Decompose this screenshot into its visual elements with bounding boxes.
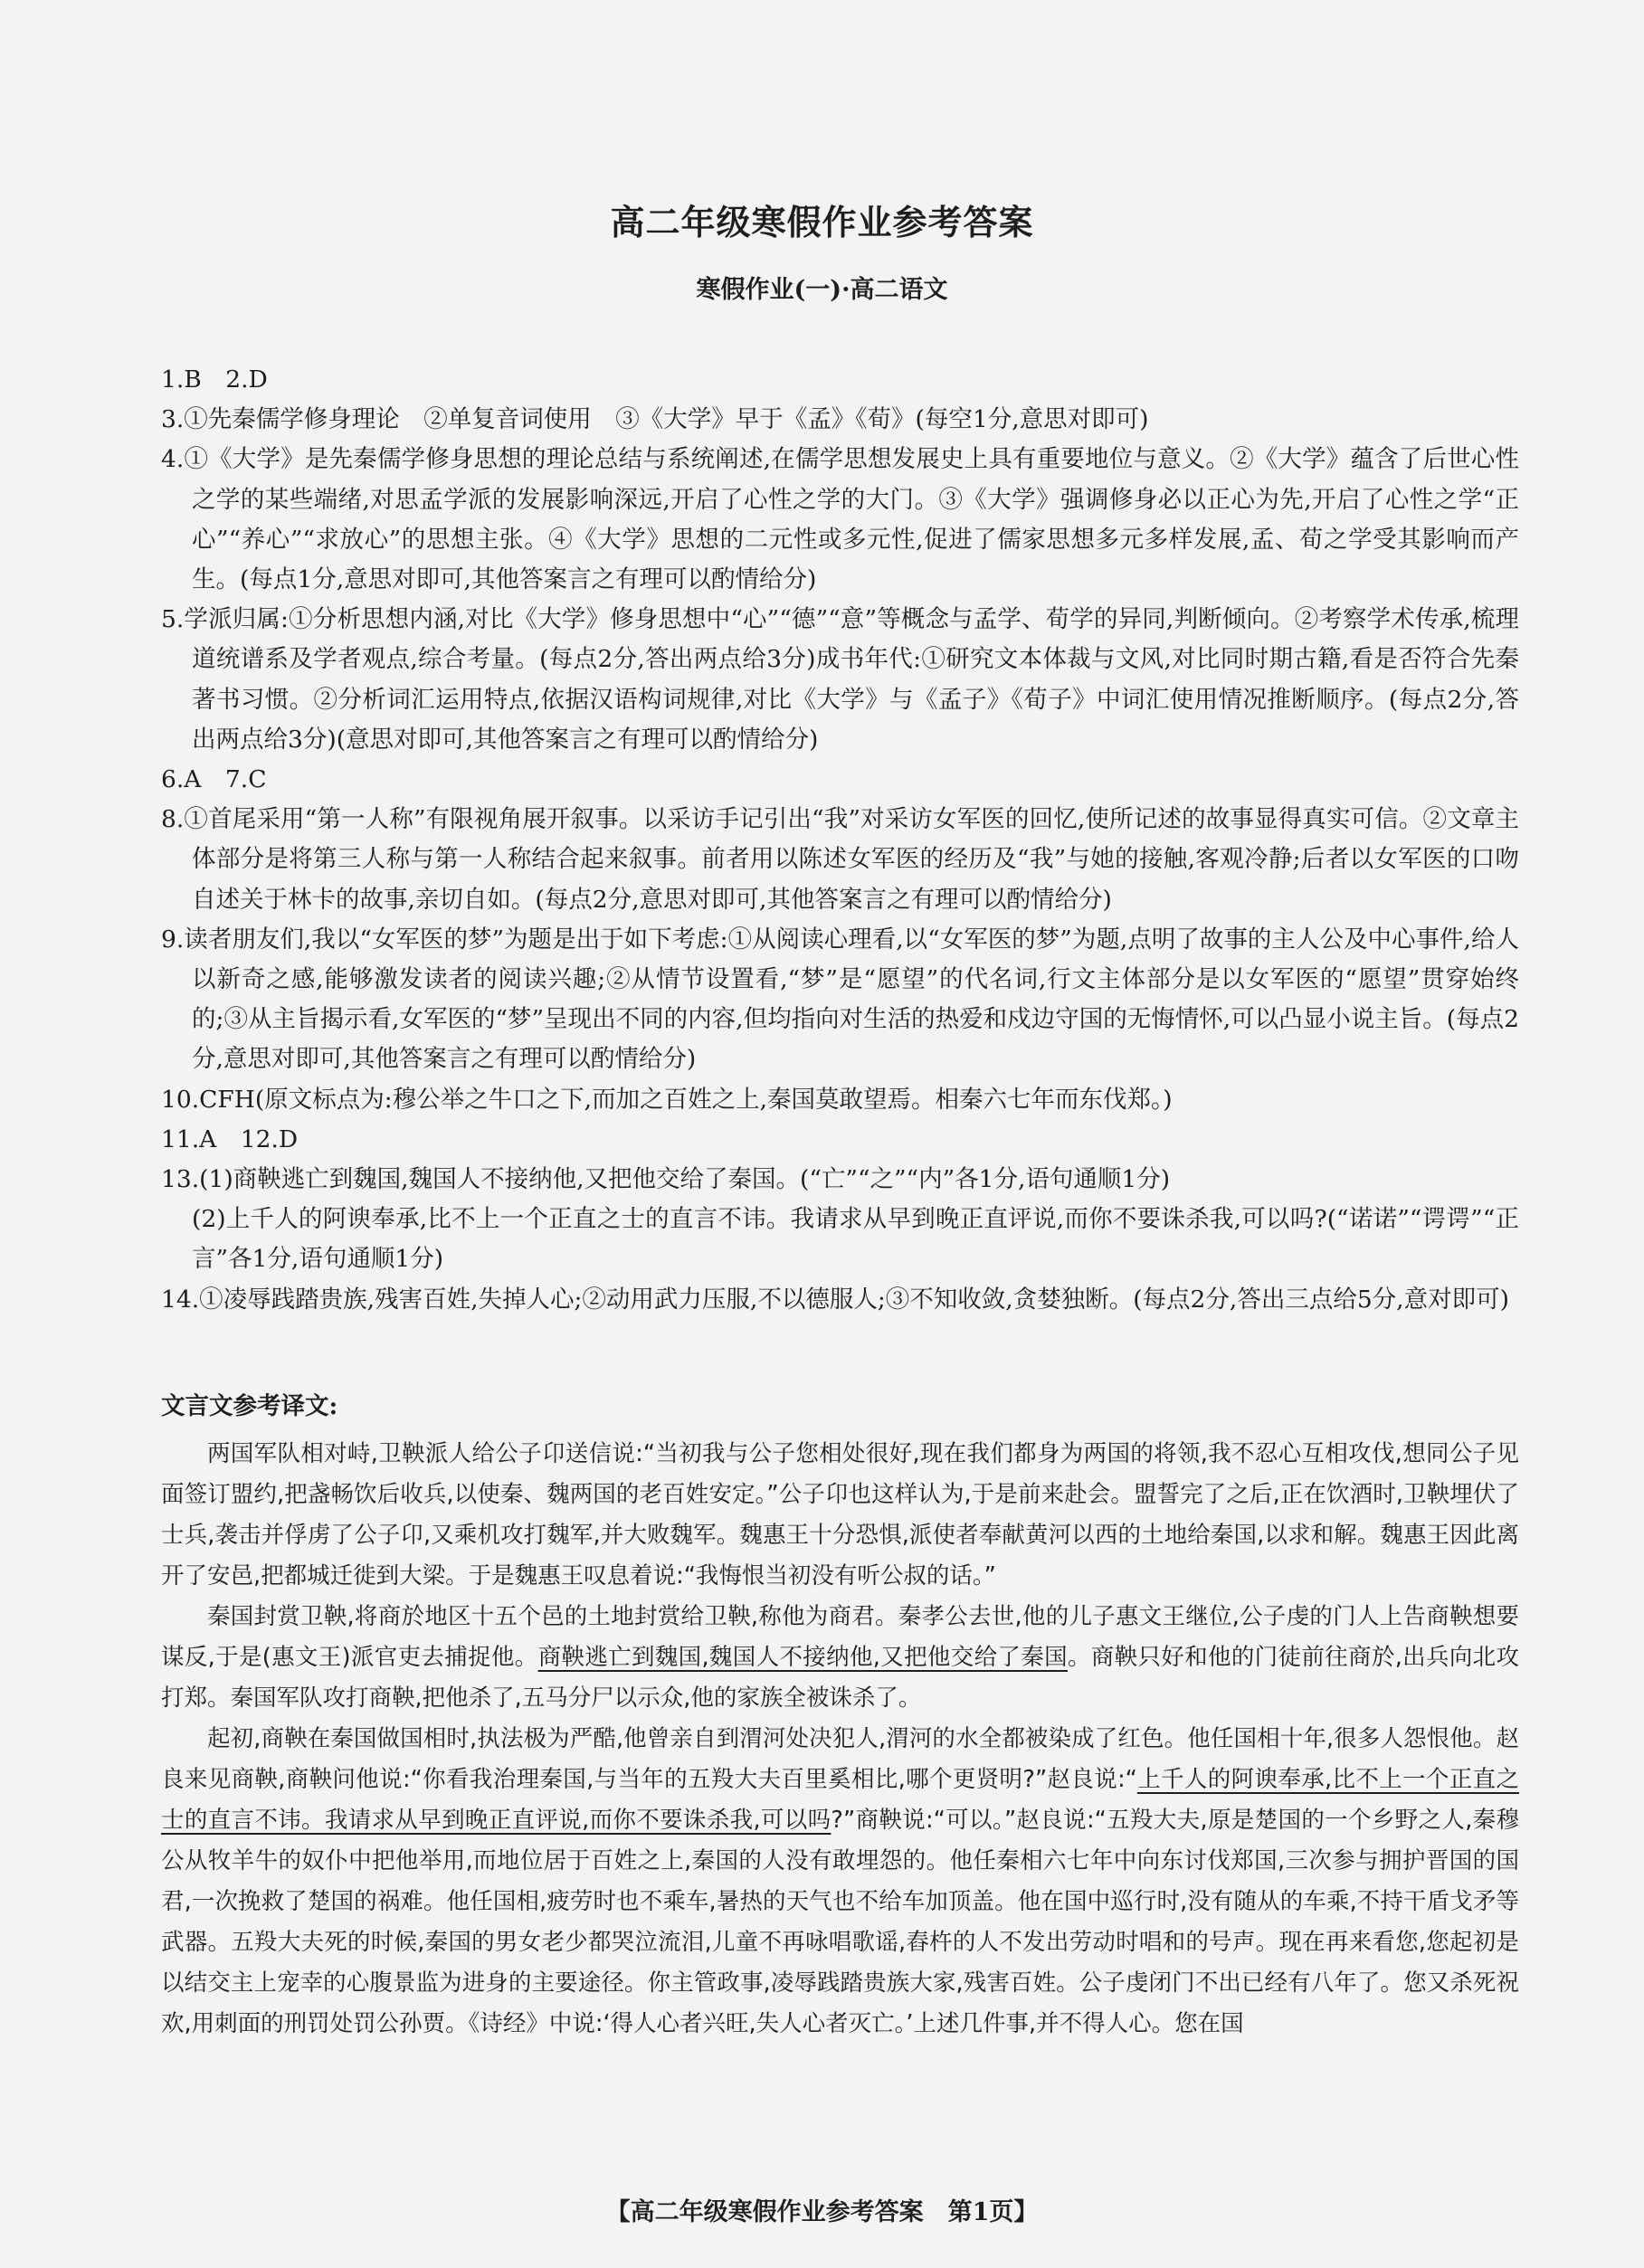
answer-item: 6.A 7.C <box>161 765 267 794</box>
translation-text: 起初,商鞅在秦国做国相时,执法极为严酷,他曾亲自到渭河处决犯人,渭河的水全都被染成了红色。他任国相十年,很多人怨恨他。赵良来见商鞅,商鞅问他说:“你看我治理秦国,与当年的五羖大夫百里奚相比,哪个更贤明?”赵良说:“ <box>161 1725 1519 1793</box>
answer-item: 10.CFH(原文标点为:穆公举之牛口之下,而加之百姓之上,秦国莫敢望焉。相秦六七年而东伐郑。) <box>161 1085 1173 1114</box>
translation-text: 秦国封赏卫鞅,将商於地区十五个邑的土地封赏给卫鞅,称他为商君。秦孝公去世,他的儿子惠文王继位,公子虔的门人上告商鞅想要谋反,于是(惠文王)派官吏去捕捉他。 <box>161 1603 1519 1671</box>
translation-paragraph-2 <box>161 1597 1519 1719</box>
answer-item: 13.(1)商鞅逃亡到魏国,魏国人不接纳他,又把他交给了秦国。(“亡”“之”“内”各1分,语句通顺1分) <box>161 1165 1171 1194</box>
translation-text: 。商鞅只好和他的门徒前往商於,出兵向北攻打郑。秦国军队攻打商鞅,把他杀了,五马分尸以示众,他的家族全被诛杀了。 <box>161 1644 1519 1712</box>
answer-item: 4.①《大学》是先秦儒学修身思想的理论总结与系统阐述,在儒学思想发展史上具有重要地位与意义。②《大学》蕴含了后世心性之学的某些端绪,对思孟学派的发展影响深远,开启了心性之学的大门。③《大学》强调修身必以正心为先,开启了心性之学“正心”“养心”“求放心”的思想主张。④《大学》思想的二元性或多元性,促进了儒家思想多元多样发展,孟、荀之学受其影响而产生。(每点1分,意思对即可,其他答案言之有理可以酌情给分) <box>161 445 1519 594</box>
translation-text: ?”商鞅说:“可以。”赵良说:“五羖大夫,原是楚国的一个乡野之人,秦穆公从牧羊牛的奴仆中把他举用,而地位居于百姓之上,秦国的人没有敢埋怨的。他任秦相六七年中向东讨伐郑国,三次参与拥护晋国的国君,一次挽救了楚国的祸难。他任国相,疲劳时也不乘车,暑热的天气也不给车加顶盖。他在国中巡行时,没有随从的车乘,不持干盾戈矛等武器。五羖大夫死的时候,秦国的男女老少都哭泣流泪,儿童不再咏唱歌谣,舂杵的人不发出劳动时唱和的号声。现在再来看您,您起初是以结交主上宠幸的心腹景监为进身的主要途径。你主管政事,凌辱践踏贵族大家,残害百姓。公子虔闭门不出已经有八年了。您又杀死祝欢,用刺面的刑罚处罚公孙贾。《诗经》中说:‘得人心者兴旺,失人心者灭亡。’上述几件事,并不得人心。您在国 <box>161 1807 1519 2037</box>
answer-item: 14.①凌辱践踏贵族,残害百姓,失掉人心;②动用武力压服,不以德服人;③不知收敛,贪婪独断。(每点2分,答出三点给5分,意对即可) <box>161 1285 1509 1314</box>
answer-item: 1.B 2.D <box>161 365 268 394</box>
answer-item: 11.A 12.D <box>161 1125 299 1153</box>
page-title: 高二年级寒假作业参考答案 <box>610 202 1034 242</box>
answer-item: 3.①先秦儒学修身理论 ②单复音词使用 ③《大学》早于《孟》《荀》(每空1分,意思对即可) <box>161 405 1149 434</box>
translation-heading: 文言文参考译文: <box>161 1392 338 1420</box>
translation-paragraph-3 <box>161 1719 1519 2045</box>
page-footer: 【高二年级寒假作业参考答案 第1页】 <box>605 2198 1039 2226</box>
answer-item: 9.读者朋友们,我以“女军医的梦”为题是出于如下考虑:①从阅读心理看,以“女军医的梦”为题,点明了故事的主人公及中心事件,给人以新奇之感,能够激发读者的阅读兴趣;②从情节设置看,“梦”是“愿望”的代名词,行文主体部分是以女军医的“愿望”贯穿始终的;③从主旨揭示看,女军医的“梦”呈现出不同的内容,但均指向对生活的热爱和戍边守国的无悔情怀,可以凸显小说主旨。(每点2分,意思对即可,其他答案言之有理可以酌情给分) <box>161 925 1519 1074</box>
underlined-sentence: 商鞅逃亡到魏国,魏国人不接纳他,又把他交给了秦国 <box>537 1644 1068 1671</box>
answer-item: 5.学派归属:①分析思想内涵,对比《大学》修身思想中“心”“德”“意”等概念与孟学、荀学的异同,判断倾向。②考察学术传承,梳理道统谱系及学者观点,综合考量。(每点2分,答出两点给3分)成书年代:①研究文本体裁与文风,对比同时期古籍,看是否符合先秦著书习惯。②分析词汇运用特点,依据汉语构词规律,对比《大学》与《孟子》《荀子》中词汇使用情况推断顺序。(每点2分,答出两点给3分)(意思对即可,其他答案言之有理可以酌情给分) <box>161 605 1519 754</box>
answer-item: 8.①首尾采用“第一人称”有限视角展开叙事。以采访手记引出“我”对采访女军医的回忆,使所记述的故事显得真实可信。②文章主体部分是将第三人称与第一人称结合起来叙事。前者用以陈述女军医的经历及“我”与她的接触,客观冷静;后者以女军医的口吻自述关于林卡的故事,亲切自如。(每点2分,意思对即可,其他答案言之有理可以酌情给分) <box>161 805 1519 914</box>
answer-list <box>161 360 1519 1320</box>
section-subtitle: 寒假作业(一)·高二语文 <box>696 276 948 304</box>
translation-paragraph-1: 两国军队相对峙,卫鞅派人给公子卬送信说:“当初我与公子您相处很好,现在我们都身为两国的将领,我不忍心互相攻伐,想同公子见面签订盟约,把盏畅饮后收兵,以使秦、魏两国的老百姓安定。”公子卬也这样认为,于是前来赴会。盟誓完了之后,正在饮酒时,卫鞅埋伏了士兵,袭击并俘虏了公子卬,又乘机攻打魏军,并大败魏军。魏惠王十分恐惧,派使者奉献黄河以西的土地给秦国,以求和解。魏惠王因此离开了安邑,把都城迁徙到大梁。于是魏惠王叹息着说:“我悔恨当初没有听公叔的话。” <box>161 1440 1519 1589</box>
translation-body <box>161 1434 1519 2045</box>
answer-subitem: (2)上千人的阿谀奉承,比不上一个正直之士的直言不讳。我请求从早到晚正直评说,而你不要诛杀我,可以吗?(“诺诺”“谔谔”“正言”各1分,语句通顺1分) <box>192 1205 1519 1274</box>
underlined-sentence: 上千人的阿谀奉承,比不上一个正直之士的直言不讳。我请求从早到晚正直评说,而你不要诛杀我,可以吗 <box>161 1766 1519 1834</box>
